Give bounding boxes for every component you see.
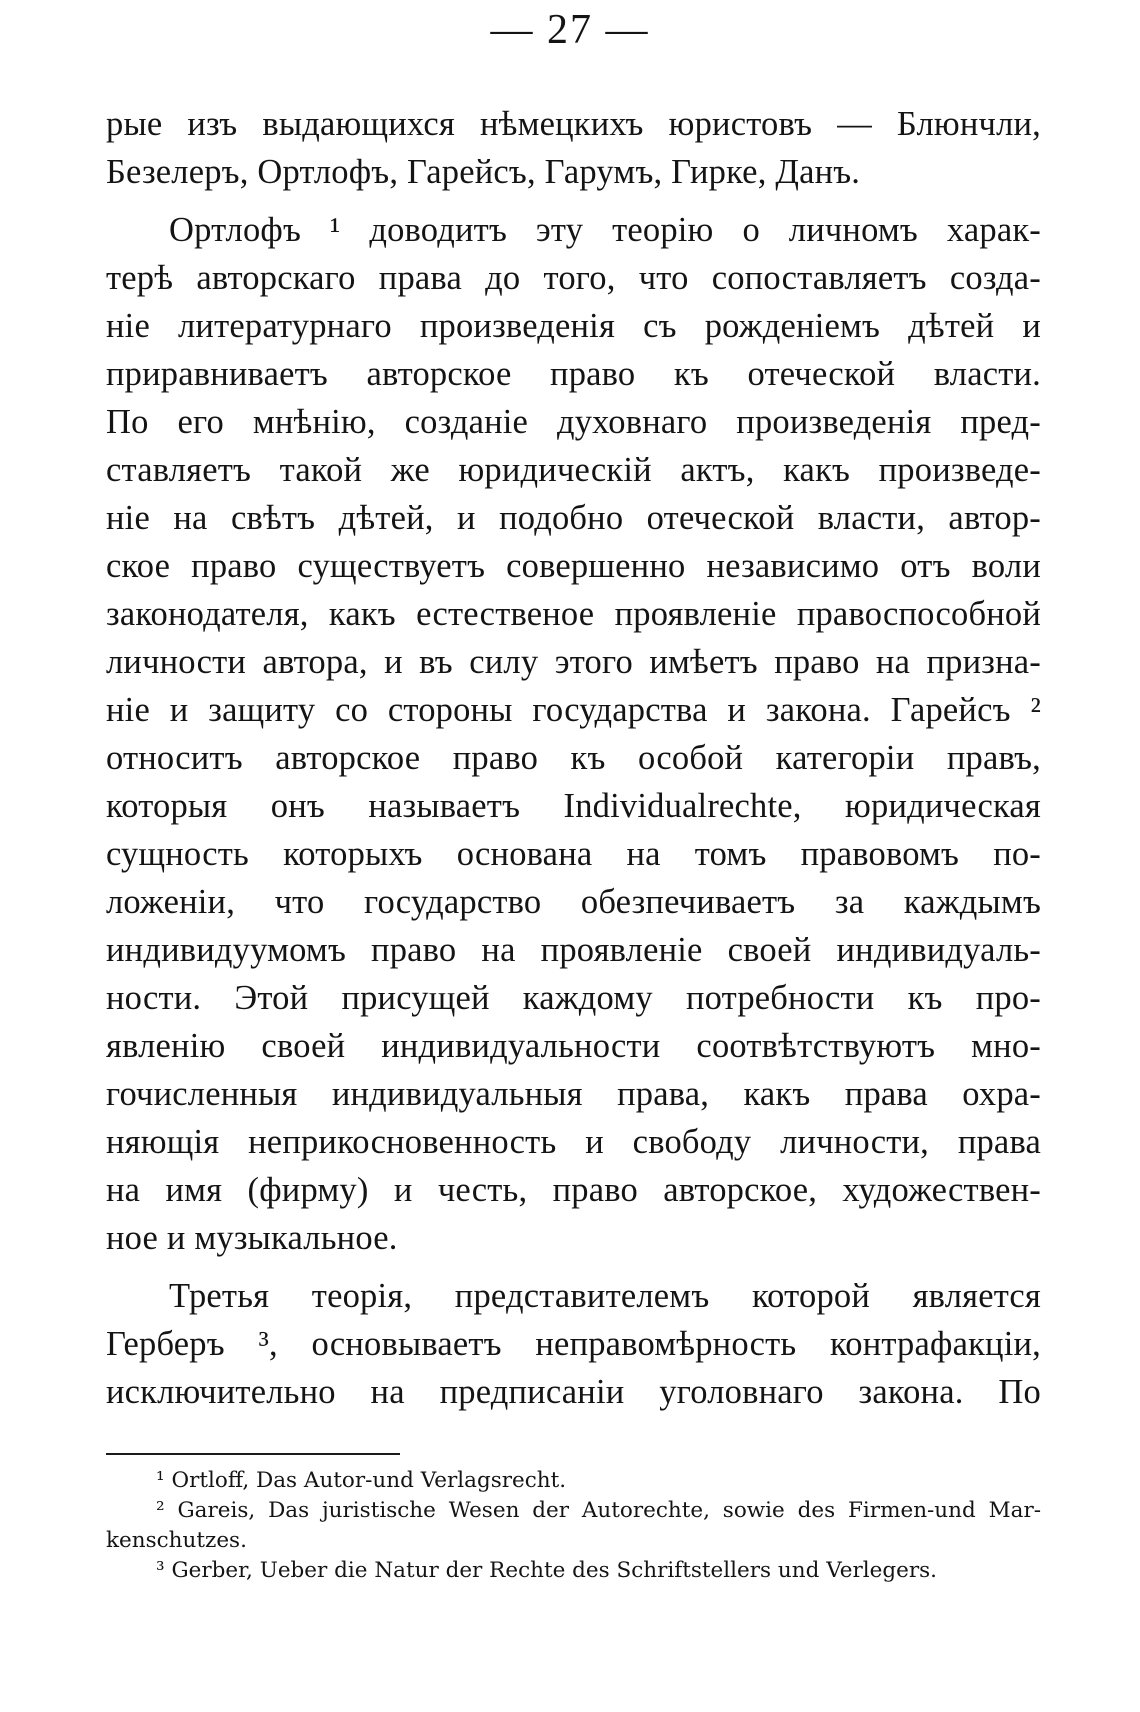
text-line: законодателя, какъ естественое проявленіе правоспособной (106, 595, 1041, 633)
text-line: ніе и защиту со стороны государства и закона. Гарейсъ ² (106, 691, 1041, 729)
text-line: исключительно на предписаніи уголовнаго закона. По (106, 1373, 1041, 1411)
text-line: на имя (фирму) и честь, право авторское, художествен- (106, 1171, 1041, 1209)
page-number: — 27 — (490, 7, 650, 53)
text-line: ности. Этой присущей каждому потребности къ про- (106, 979, 1041, 1017)
text-line: ніе литературнаго произведенія съ рожденіемъ дѣтей и (106, 307, 1041, 345)
text-line: относитъ авторское право къ особой категоріи правъ, (106, 739, 1041, 777)
text-line: Ортлофъ ¹ доводитъ эту теорію о личномъ харак- (169, 211, 1041, 249)
text-line: ное и музыкальное. (106, 1219, 398, 1257)
text-line: терѣ авторскаго права до того, что сопоставляетъ созда- (106, 259, 1041, 297)
footnote: ¹ Ortloff, Das Autor-und Verlagsrecht. (156, 1468, 567, 1493)
text-line: индивидуумомъ право на проявленіе своей индивидуаль- (106, 931, 1041, 969)
footnotes (106, 1466, 1041, 1586)
text-line: ложеніи, что государство обезпечиваетъ за каждымъ (106, 883, 1041, 921)
text-line: Герберъ ³, основываетъ неправомѣрность контрафакціи, (106, 1325, 1041, 1363)
text-line: явленію своей индивидуальности соотвѣтствуютъ мно- (106, 1027, 1041, 1065)
footnote-continuation: kenschutzes. (106, 1528, 247, 1553)
text-line: личности автора, и въ силу этого имѣетъ право на призна- (106, 643, 1041, 681)
text-line: сущность которыхъ основана на томъ правовомъ по- (106, 835, 1041, 873)
footnote: ³ Gerber, Ueber die Natur der Rechte des Schriftstellers und Verlegers. (156, 1558, 937, 1583)
text-line: Безелеръ, Ортлофъ, Гарейсъ, Гарумъ, Гирке, Данъ. (106, 153, 861, 191)
footnote: ² Gareis, Das juristische Wesen der Autorechte, sowie des Firmen-und Mar- (156, 1498, 1041, 1523)
text-line: няющія неприкосновенность и свободу личности, права (106, 1123, 1041, 1161)
footnote-divider (106, 1453, 400, 1455)
body-text (106, 100, 1041, 1416)
text-line: По его мнѣнію, созданіе духовнаго произведенія пред- (106, 403, 1041, 441)
text-line: Третья теорія, представителемъ которой является (169, 1277, 1041, 1315)
text-line: приравниваетъ авторское право къ отеческой власти. (106, 355, 1041, 393)
text-line: гочисленныя индивидуальныя права, какъ права охра- (106, 1075, 1041, 1113)
text-line: которыя онъ называетъ Individualrechte, юридическая (106, 787, 1041, 825)
text-line: ніе на свѣтъ дѣтей, и подобно отеческой власти, автор- (106, 499, 1041, 537)
text-line: рые изъ выдающихся нѣмецкихъ юристовъ — Блюнчли, (106, 105, 1041, 143)
text-line: ское право существуетъ совершенно независимо отъ воли (106, 547, 1041, 585)
text-line: ставляетъ такой же юридическій актъ, какъ произведе- (106, 451, 1041, 489)
